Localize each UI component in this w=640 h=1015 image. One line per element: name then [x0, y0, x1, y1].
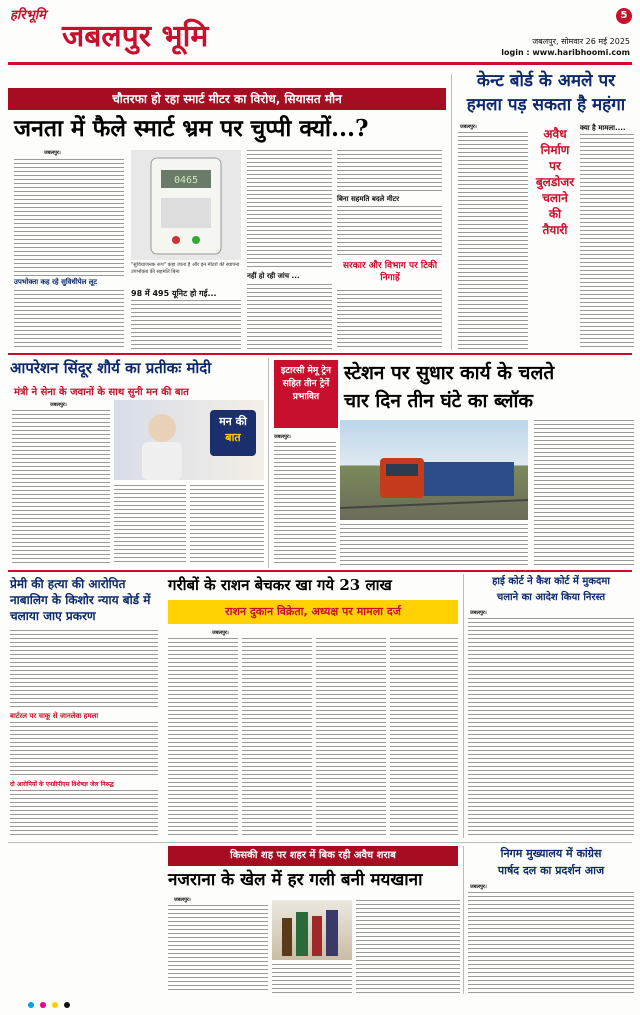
- highcourt-headline-2[interactable]: चलाने का आदेश किया निरस्त: [496, 592, 606, 603]
- cantonment-vertical-tag: अवैध निर्माण पर बुलडोजर चलाने की तैयारी: [535, 127, 575, 237]
- congress-dateline: जबलपुर।: [470, 884, 487, 890]
- smart-meter-sub2: नहीं हो रही जांच ...: [247, 272, 300, 280]
- column-divider: [451, 74, 452, 350]
- smart-meter-body-col3: [247, 150, 332, 270]
- itarsi-body-col2: [340, 524, 528, 566]
- smart-meter-body-col1b: [14, 290, 124, 350]
- reg-dot-black: [64, 1002, 70, 1008]
- congress-headline-1[interactable]: निगम मुख्यालय में कांग्रेस: [500, 847, 602, 860]
- congress-headline-2[interactable]: पार्षद दल का प्रदर्शन आज: [497, 864, 605, 877]
- reg-dot-cyan: [28, 1002, 34, 1008]
- smart-meter-sub3: बिना सहमति बदले मीटर: [337, 195, 400, 203]
- ration-headline[interactable]: गरीबों के राशन बेचकर खा गये 23 लाख: [168, 576, 392, 594]
- smart-meter-photo: [131, 150, 241, 260]
- smart-meter-body-col2: [131, 300, 241, 350]
- congress-body: [468, 892, 634, 993]
- website-link[interactable]: login : www.haribhoomi.com: [501, 48, 630, 57]
- smart-meter-body-col1: [14, 159, 124, 277]
- juvenile-body-2: [10, 722, 158, 778]
- juvenile-headline[interactable]: प्रेमी की हत्या की आरोपित नाबालिग के किशोर न्याय बोर्ड में चलाया जाए प्रकरण: [10, 577, 151, 623]
- smart-meter-sub4: सरकार और विभाग पर टिकी निगाहें: [342, 261, 438, 283]
- highcourt-body: [468, 618, 634, 838]
- brand-logo: हरिभूमि: [10, 8, 46, 23]
- smart-meter-body-col4b: [337, 206, 442, 256]
- itarsi-body-col1: [274, 442, 336, 566]
- ration-dateline: जबलपुर।: [212, 630, 229, 636]
- liquor-dateline: जबलपुर।: [174, 897, 191, 903]
- masthead-rule: [8, 62, 632, 65]
- sindoor-body-col3: [190, 485, 264, 565]
- registration-marks: [8, 1000, 632, 1010]
- itarsi-trains-box: इटारसी मेमू ट्रेन सहित तीन ट्रेनें प्रभावित: [274, 360, 338, 428]
- liquor-body-col3: [356, 900, 460, 993]
- smart-meter-body-col3b: [247, 284, 332, 350]
- ration-body-col3: [316, 638, 386, 838]
- photo-caption: "सुविधाजनक रूप" कहा जाता है और इन मीटरों की स्थापना उपभोक्ता की सहमति बिना: [131, 262, 240, 275]
- cantonment-headline-2[interactable]: हमला पड़ सकता है महंगा: [466, 95, 626, 115]
- ration-body-col2: [242, 638, 312, 838]
- liquor-photo: [272, 900, 352, 960]
- smart-meter-headline[interactable]: जनता में फैले स्मार्ट भ्रम पर चुप्पी क्यों...?: [14, 115, 369, 142]
- cantonment-headline-1[interactable]: केन्ट बोर्ड के अमले पर: [476, 71, 616, 91]
- highcourt-dateline: जबलपुर।: [470, 610, 487, 616]
- page-number: 5: [616, 8, 632, 24]
- train-photo: [340, 420, 528, 520]
- liquor-kicker: किसकी शह पर शहर में बिक रही अवैध शराब: [168, 846, 458, 866]
- page-title: जबलपुर भूमि: [62, 19, 209, 54]
- column-divider-2: [268, 358, 269, 568]
- reg-dot-yellow: [52, 1002, 58, 1008]
- cantonment-body-col2: [580, 134, 634, 350]
- section-rule-2: [8, 570, 632, 572]
- smart-meter-body-col4c: [337, 290, 442, 350]
- highcourt-headline-1[interactable]: हाई कोर्ट ने कैश कोर्ट में मुकदमा: [492, 576, 610, 587]
- liquor-headline[interactable]: नजराना के खेल में हर गली बनी मयखाना: [168, 870, 423, 890]
- sindoor-photo: [114, 400, 264, 480]
- smart-meter-dateline: जबलपुर।: [44, 150, 61, 156]
- ration-subhead: राशन दुकान विक्रेता, अध्यक्ष पर मामला दर्ज: [168, 600, 458, 624]
- section-rule-1: [8, 353, 632, 355]
- juvenile-body-3: [10, 790, 158, 838]
- smart-meter-body-col4: [337, 150, 442, 192]
- itarsi-dateline: जबलपुर।: [274, 434, 291, 440]
- cantonment-sub: क्या है मामला....: [580, 124, 626, 132]
- mann-ki-baat-badge: मन की बात: [219, 415, 247, 444]
- column-divider-4: [463, 846, 464, 994]
- juvenile-body: [10, 630, 158, 710]
- sindoor-body-col2: [114, 485, 186, 565]
- juvenile-sub2: दो आरोपियों के एनडीपीएस विशेषज्ञ जेल निरुद्ध: [10, 781, 114, 788]
- issue-date: जबलपुर, सोमवार 26 मई 2025: [532, 37, 630, 46]
- itarsi-body-col3: [534, 420, 634, 566]
- smart-meter-kicker: चौतरफा हो रहा स्मार्ट मीटर का विरोध, सियासत मौन: [8, 88, 446, 110]
- svg-text:0465: 0465: [173, 175, 199, 186]
- ration-body-col1: [168, 638, 238, 838]
- sindoor-body-col1: [12, 410, 110, 565]
- reg-dot-magenta: [40, 1002, 46, 1008]
- juvenile-sub1: बार्टरल पर चाकू से जानलेवा हमला: [10, 712, 99, 720]
- station-headline-1[interactable]: स्टेशन पर सुधार कार्य के चलते: [344, 362, 555, 384]
- station-headline-2[interactable]: चार दिन तीन घंटे का ब्लॉक: [344, 390, 533, 412]
- sindoor-subhead: मंत्री ने सेना के जवानों के साथ सुनी मन की बात: [14, 387, 189, 398]
- liquor-body-col2: [272, 964, 352, 993]
- column-divider-3: [463, 574, 464, 838]
- cantonment-dateline: जबलपुर।: [460, 124, 477, 130]
- cantonment-body-col1: [458, 132, 528, 350]
- sindoor-dateline: जबलपुर।: [50, 402, 67, 408]
- section-rule-3: [8, 842, 632, 843]
- ration-body-col4: [390, 638, 458, 838]
- liquor-body-col1: [168, 905, 268, 993]
- stat-line: 98 में 495 यूनिट हो गई...: [131, 289, 217, 298]
- sindoor-headline[interactable]: आपरेशन सिंदूर शौर्य का प्रतीकः मोदी: [10, 359, 212, 377]
- smart-meter-sub1: उपभोक्ता कह रहे सुविधीपेल लूट: [14, 278, 98, 286]
